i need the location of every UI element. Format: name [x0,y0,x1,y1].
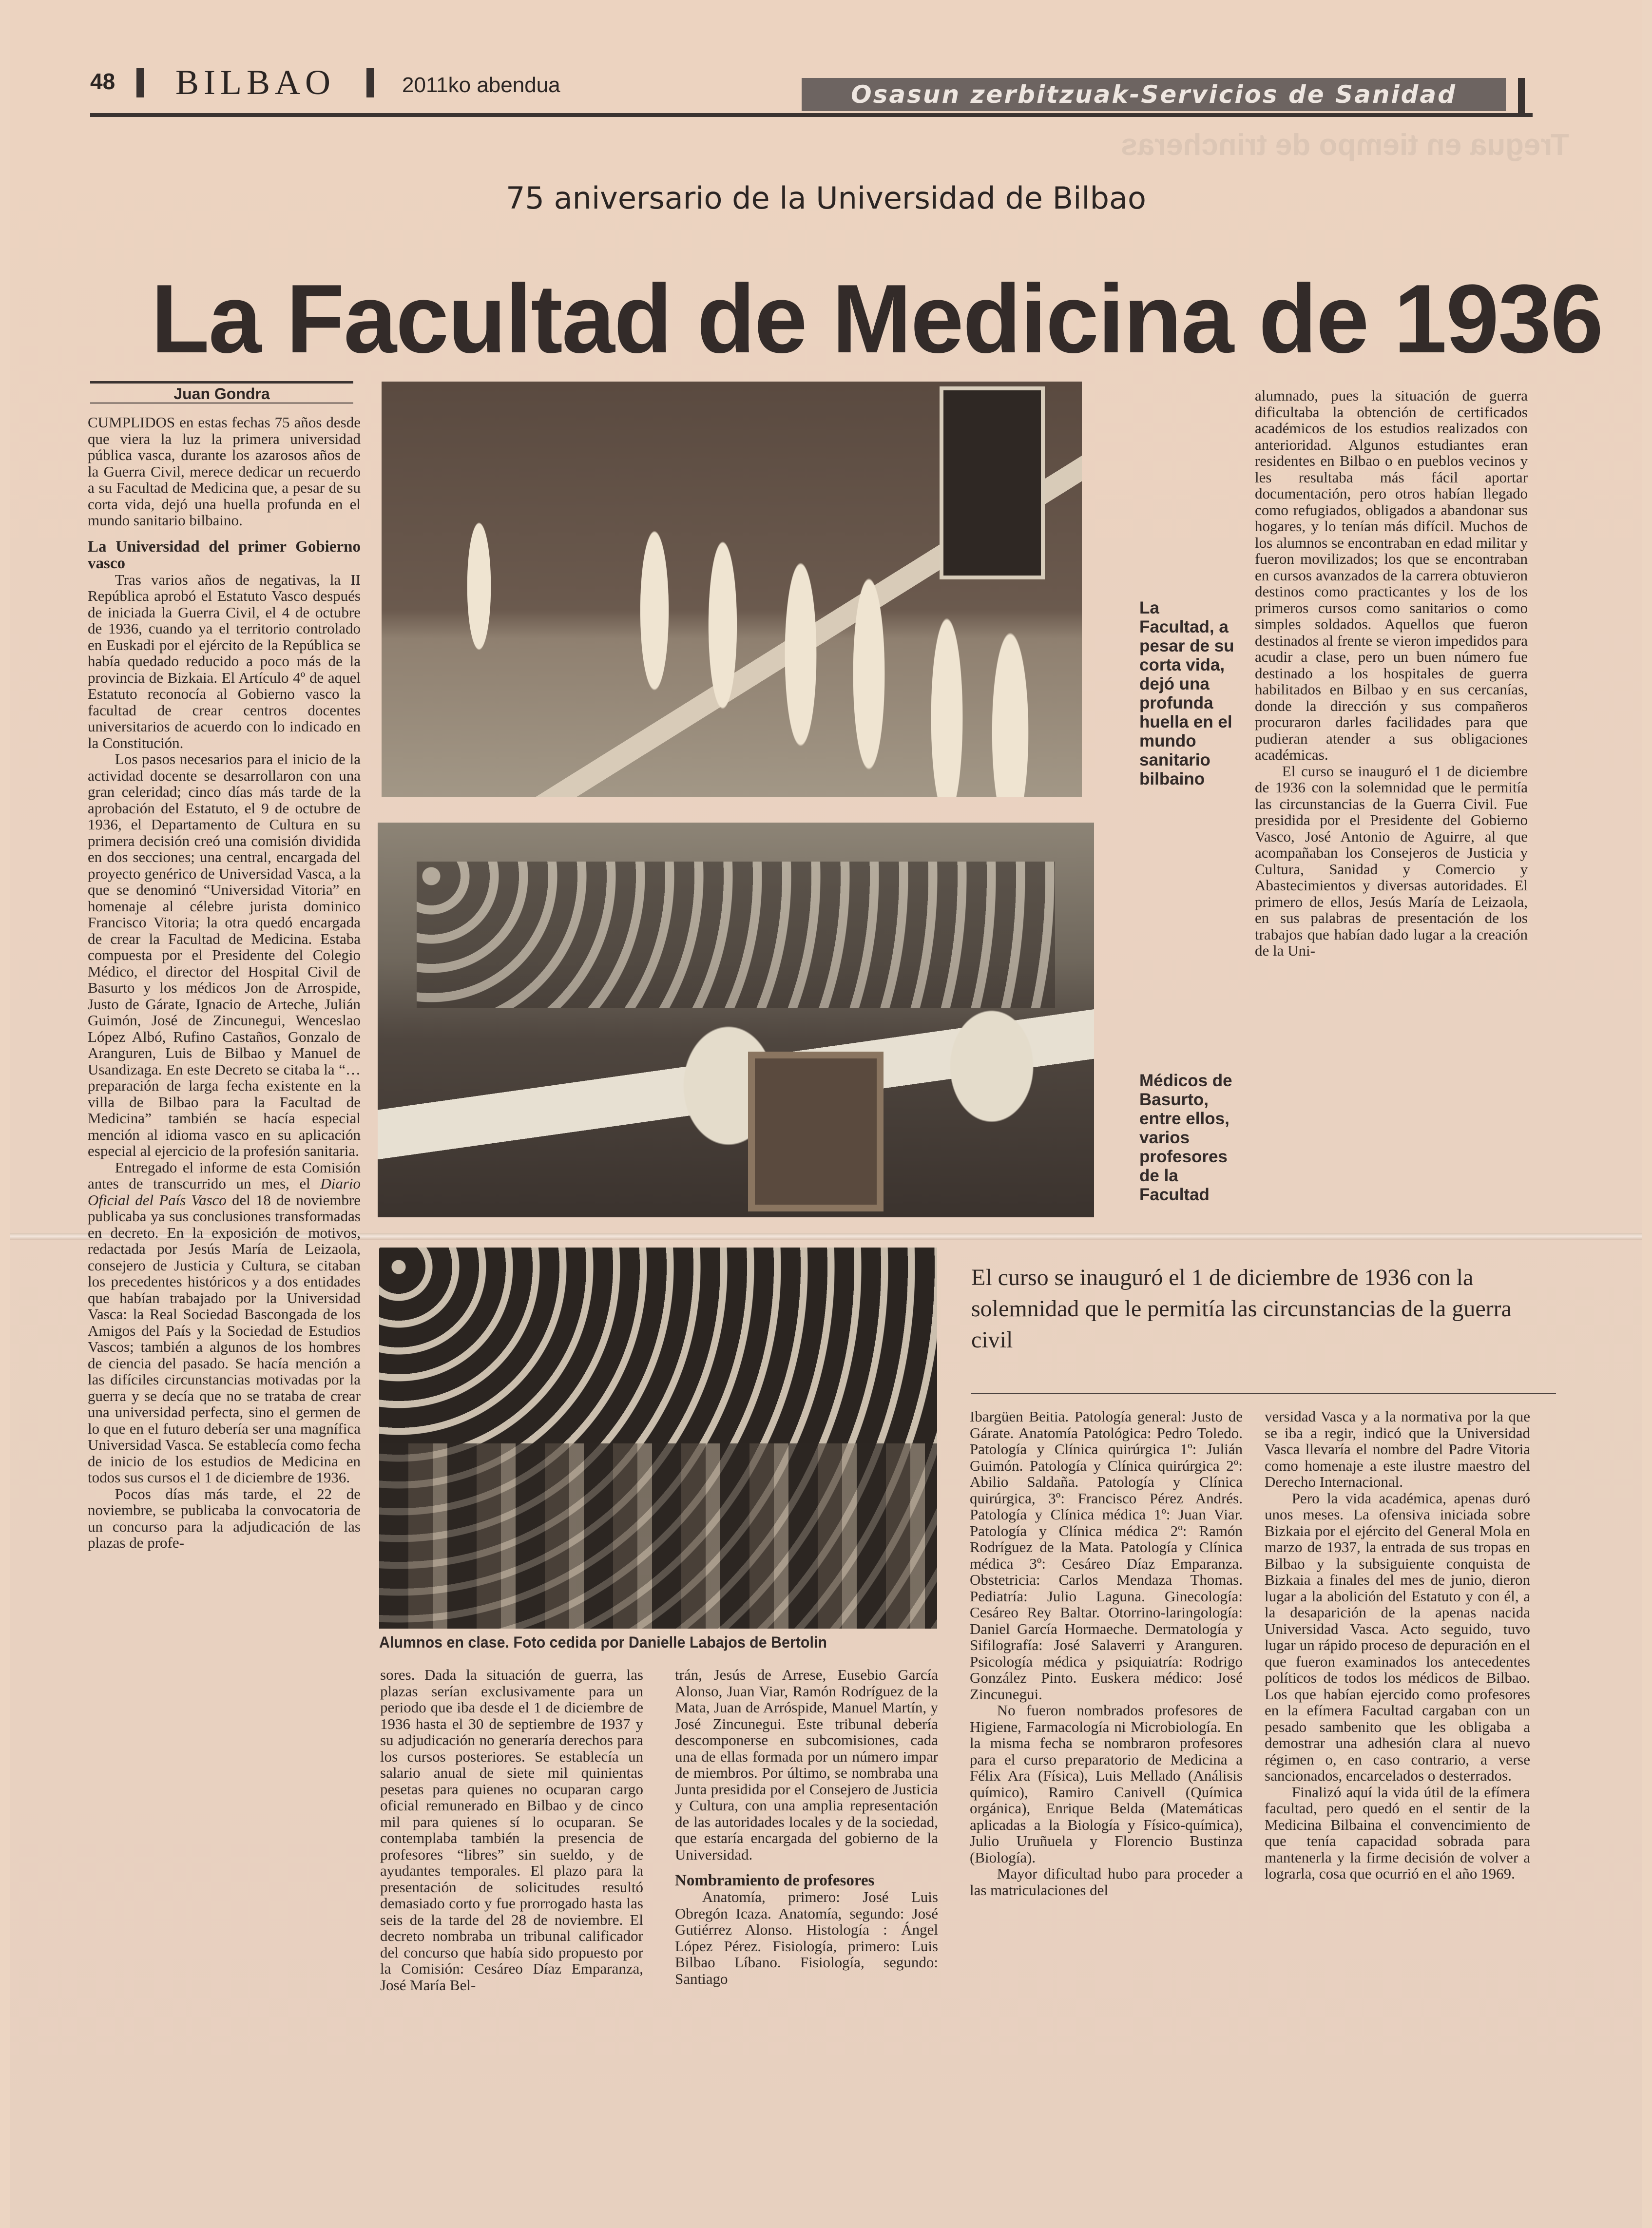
photo-basurto-doctors [378,823,1094,1217]
header-rule [90,113,1533,117]
photo-faculty-steps [382,382,1082,797]
header-bar-right [366,68,374,97]
subheading-nombramiento: Nombramiento de profesores [675,1872,875,1889]
column-3 [675,1667,938,1987]
issue-date: 2011ko abendua [402,73,560,97]
header-bar-left [136,68,144,97]
subheading-gobierno-vasco: La Universidad del primer Gobierno vasco [88,538,361,572]
column-5 [1265,1408,1530,1882]
paragraph: versidad Vasca y a la normativa por la que se iba a regir, indicó que la Universidad Vasca llevaría el nombre del Padre Vitoria como homenaje a este ilustre maestro del Derecho Internacional. [1265,1408,1530,1490]
text-run: Entregado el informe de esta Comisión antes de transcurrido un mes, el [88,1158,361,1192]
section-banner: Osasun zerbitzuak-Servicios de Sanidad [802,78,1506,111]
caption-photo-2: Médicos de Basurto, entre ellos, varios profesores de la Facultad [1139,1071,1232,1204]
pull-quote-rule [971,1393,1556,1394]
paragraph: Tras varios años de negativas, la II República aprobó el Estatuto Vasco después de iniciada la Guerra Civil, el 4 de octubre de 1936, cuando ya el territorio controlado en Euskadi por el ejército de la República se había quedado reducido a poco más de la provincia de Bizkaia. El Artículo 4º de aquel Estatuto reconocía al Gobierno vasco la facultad de crear centros docentes universitarios de acuerdo con lo indicado en la Constitución. [88,571,361,751]
lead-paragraph: CUMPLIDOS en estas fechas 75 años desde que viera la luz la primera universidad pública vasca, durante los azarosos años de la Guerra Civil, merece dedicar un recuerdo a su Facultad de Medicina que, a pesar de su corta vida, dejó una huella profunda en el mundo sanitario bilbaino. [88,414,361,529]
paragraph: Finalizó aquí la vida útil de la efímera facultad, pero quedó en el sentir de la Medicina Bilbaina el convencimiento de que tenía capacidad sobrada para mantenerla y la firme decisión de volver a lograrla, cosa que ocurrió en el año 1969. [1265,1783,1530,1882]
paragraph: sores. Dada la situación de guerra, las plazas serían exclusivamente para un periodo que iba desde el 1 de diciembre de 1936 hasta el 30 de septiembre de 1937 y su adjudicación no generaría derechos para los cursos posteriores. Se establecía un salario anual de siete mil quinientas pesetas para quienes no ocuparan cargo oficial remunerado en Bilbao y de cinco mil para quienes sí lo ocuparan. Se contemplaba también la presencia de profesores “libres” sin sueldo, y de ayudantes temporales. El plazo para la presentación de solicitudes resultó demasiado corto y fue prorrogado hasta las seis de la tarde del 28 de noviembre. El decreto nombraba un tribunal calificador del concurso que había sido propuesto por la Comisión: Cesáreo Díaz Emparanza, José María Bel- [380,1666,643,1994]
paragraph: El curso se inauguró el 1 de diciembre de 1936 con la solemnidad que le permitía las circunstancias de la Guerra Civil. Fue presidida por el Presidente del Gobierno Vasco, José Antonio de Aguirre, al que acompañaban los Consejeros de Justicia y Cultura, Sanidad y Comercio y Abastecimientos y diversas autoridades. El primero de ellos, Jesús María de Leizaola, en sus palabras de presentación de los trabajos que habían dado lugar a la creación de la Uni- [1255,762,1528,959]
photo-framed-document [748,1052,884,1211]
paragraph: alumnado, pues la situación de guerra dificultaba la obtención de certificados académicos de los estudios realizados con anterioridad. Algunos estudiantes eran residentes en Bilbao o en pueblos vecinos y les resultaba más fácil aportar documentación, pero otros habían llegado como refugiados, obligados a abandonar sus hogares, y lo tenían más difícil. Muchos de los alumnos se encontraban en edad militar y fueron movilizados; los que se encontraban en cursos avanzados de la carrera obtuvieron destinos como practicantes y los de los primeros cursos como sanitarios o como simples soldados. Aquellos que fueron destinados al frente se vieron impedidos para acudir a clase, pero un buen número fue destinado a los hospitales de guerra habilitados en Bilbao y en sus cercanías, donde la dirección y sus compañeros procuraron darles facilidades para que pudieran atender a sus obligaciones académicas. [1255,387,1528,763]
paragraph: Anatomía, primero: José Luis Obregón Icaza. Anatomía, segundo: José Gutiérrez Alonso. Histología : Ángel López Pérez. Fisiología, primero: Luis Bilbao Líbano. Fisiología, segundo: Santiago [675,1888,938,1987]
bleed-through-headline: Tregua en tiempo de trincheras [1121,128,1569,162]
paragraph: Los pasos necesarios para el inicio de la actividad docente se desarrollaron con una gran celeridad; cinco días más tarde de la aprobación del Estatuto, el 9 de octubre de 1936, el Departamento de Cultura en su primera decisión creó una comisión dividida en dos secciones; una central, encargada del proyecto genérico de Universidad Vasca, a la que se denominó “Universidad Vitoria” en homenaje al célebre jurista dominico Francisco Vitoria; la otra quedó encargada de crear la Facultad de Medicina. Estaba compuesta por el Presidente del Colegio Médico, el director del Hospital Civil de Basurto y los médicos Jon de Arrospide, Justo de Gárate, Ignacio de Arteche, Julián Guimón, José de Zincunegui, Wenceslao López Albó, Rufino Castaños, Gonzalo de Aranguren, Luis de Bilbao y Manuel de Usandizaga. En este Decreto se citaba la “… preparación de larga fecha existente en la villa de Bilbao para la Facultad de Medicina” también se hacía especial mención al idioma vasco en su aplicación especial al ejercicio de la profesión sanitaria. [88,750,361,1159]
photo-students-class [379,1248,937,1629]
article-kicker: 75 aniversario de la Universidad de Bilbao [506,180,1146,216]
paragraph: Ibargüen Beitia. Patología general: Justo de Gárate. Anatomía Patológica: Pedro Toledo. Patología y Clínica quirúrgica 1º: Julián Guimón. Patología y Clínica quirúrgica 2º: Abilio Saldaña. Patología y Clínica quirúrgica, 3º: Francisco Pérez Andrés. Patología y Clínica médica 1º: Juan Viar. Patología y Clínica médica 2º: Ramón Rodríguez de la Mata. Patología y Clínica médica 3º: Cesáreo Díaz Emparanza. Obstetricia: Carlos Mendaza Thomas. Pediatría: Julio Laguna. Ginecología: Cesáreo Rey Baltar. Otorrino-laringología: Daniel García Hormaeche. Dermatología y Sifilografía: José Salaverri y Aranguren. Psicología médica y psiquiatría: Rodrigo González Pinto. Euskera médico: José Zincunegui. [970,1408,1243,1703]
photo-window [940,386,1045,579]
page-number: 48 [90,69,115,94]
paragraph [88,1159,361,1486]
article-title: La Facultad de Medicina de 1936 [151,265,1603,373]
paragraph: Mayor dificultad hubo para proceder a las matriculaciones del [970,1865,1243,1899]
section-end-bar [1518,78,1525,113]
publication-name: BILBAO [175,63,335,102]
photo-crowd [417,862,1055,1008]
caption-photo-1: La Facultad, a pesar de su corta vida, dejó una profunda huella en el mundo sanitario bilbaino [1139,598,1234,788]
caption-photo-3: Alumnos en clase. Foto cedida por Danielle Labajos de Bertolin [379,1633,827,1651]
column-1 [88,414,361,1551]
column-4 [970,1408,1243,1898]
text-run: del 18 de noviembre publicaba ya sus conclusiones transformadas en decreto. En la exposición de motivos, redactada por Jesús María de Leizaola, consejero de Justicia y Cultura, se citaban los precedentes históricos y a dos entidades que habían trabajado por la Universidad Vasca: la Real Sociedad Bascongada de los Amigos del País y la Sociedad de Estudios Vascos; también a algunos de los hombres de ciencia del pasado. Se hacía mención a las difíciles circunstancias motivadas por la guerra y se decía que no se trataba de crear una universidad perfecta, sino el germen de lo que en el futuro debería ser una magnífica Universidad Vasca. Se establecía como fecha de inicio de los estudios de Medicina en todos sus cursos el 1 de diciembre de 1936. [88,1191,361,1486]
column-2 [380,1667,643,1993]
byline-rule-top [90,381,353,384]
byline: Juan Gondra [173,385,270,403]
publication-reference: Diario Oficial del País Vasco [88,1175,361,1209]
paragraph: Pocos días más tarde, el 22 de noviembre, se publicaba la convocatoria de un concurso para la adjudicación de las plazas de profe- [88,1485,361,1551]
paragraph: trán, Jesús de Arrese, Eusebio García Alonso, Juan Viar, Ramón Rodríguez de la Mata, Juan de Arróspide, Manuel Martín, y José Zincunegui. Este tribunal debería descomponerse en subcomisiones, cada una de ellas formada por un número impar de miembros. Por último, se nombraba una Junta presidida por el Consejero de Justicia y Cultura, con una amplia representación de las autoridades locales y de la sociedad, que estaría encargada del gobierno de la Universidad. [675,1666,938,1863]
paragraph: No fueron nombrados profesores de Higiene, Farmacología ni Microbiología. En la misma fecha se nombraron profesores para el curso preparatorio de Medicina a Félix Ara (Física), Luis Mellado (Análisis químico), Ramiro Canivell (Química orgánica), Enrique Belda (Matemáticas aplicadas a la Biología y Físico-química), Julio Uruñuela y Florencio Bustinza (Biología). [970,1702,1243,1866]
column-right-top [1255,387,1528,959]
paragraph: Pero la vida académica, apenas duró unos meses. La ofensiva iniciada sobre Bizkaia por el ejército del General Mola en marzo de 1937, la entrada de sus tropas en Bilbao y la subsiguiente conquista de Bizkaia a finales del mes de junio, dieron lugar a la abolición del Estatuto y con él, a la desaparición de la apenas nacida Universidad Vasca. Acto seguido, tuvo lugar un rápido proceso de depuración en el que fueron examinados los antecedentes políticos de todos los médicos de Bilbao. Los que habían ejercido como profesores en la efímera Facultad cargaban con un pesado sambenito que les obligaba a demostrar una adhesión clara al nuevo régimen o, en caso contrario, a verse sancionados, encarcelados o desterrados. [1265,1489,1530,1784]
pull-quote: El curso se inauguró el 1 de diciembre de 1936 con la solemnidad que le permitía las circunstancias de la guerra civil [971,1265,1512,1353]
